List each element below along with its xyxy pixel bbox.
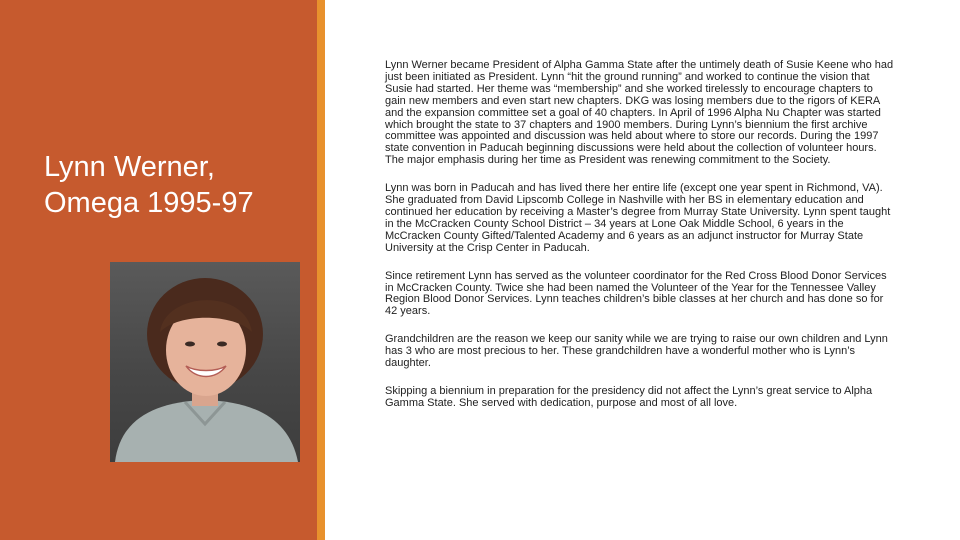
accent-stripe <box>317 0 325 540</box>
paragraph-presidency: Lynn Werner became President of Alpha Gamma State after the untimely death of Susie Keene who had just been initiated as President. Lynn “hit the ground running” and worked to continue the vision that Susie had started. Her theme was “membership” and she worked tirelessly to encourage chapters to gain new members and even start new chapters. DKG was losing members due to the rigors of KERA and the expansion committee set a goal of 40 chapters. In April of 1996 Alpha Nu Chapter was started which brought the state to 37 chapters and 1900 members. During Lynn’s biennium the first archive committee was appointed and discussion was held about where to store our records. During the 1997 state convention in Paducah beginning discussions were held about the collection of volunteer hours. The major emphasis during her time as President was renewing commitment to the Society. <box>385 59 894 167</box>
title-panel <box>0 0 317 540</box>
title-line-term: Omega 1995-97 <box>44 187 254 219</box>
paragraph-service: Skipping a biennium in preparation for the presidency did not affect the Lynn’s great service to Alpha Gamma State. She served with dedication, purpose and most of all love. <box>385 384 873 409</box>
paragraph-family: Grandchildren are the reason we keep our sanity while we are trying to raise our own children and Lynn has 3 who are most precious to her. These grandchildren have a wonderful mother who is Lynn’s daughter. <box>385 333 888 370</box>
paragraph-retirement: Since retirement Lynn has served as the volunteer coordinator for the Red Cross Blood Donor Services in McCracken County. Twice she had been named the Volunteer of the Year for the Tennessee Valley Region Blood Donor Services. Lynn teaches children’s bible classes at her church and has done so for 42 years. <box>385 269 887 318</box>
slide-title <box>44 149 306 221</box>
biography-text <box>385 60 895 426</box>
portrait-photo <box>110 262 300 462</box>
title-line-name: Lynn Werner, <box>44 151 215 183</box>
paragraph-education: Lynn was born in Paducah and has lived there her entire life (except one year spent in Richmond, VA). She graduated from David Lipscomb College in Nashville with her BS in elementary education and continued her education by receiving a Master’s degree from Murray State University. Lynn spent taught in the McCracken County School District – 34 years at Lone Oak Middle School, 6 years in the McCracken County Gifted/Talented Academy and 6 years as an adjunct instructor for Murray State University at the Crisp Center in Paducah. <box>385 182 891 254</box>
